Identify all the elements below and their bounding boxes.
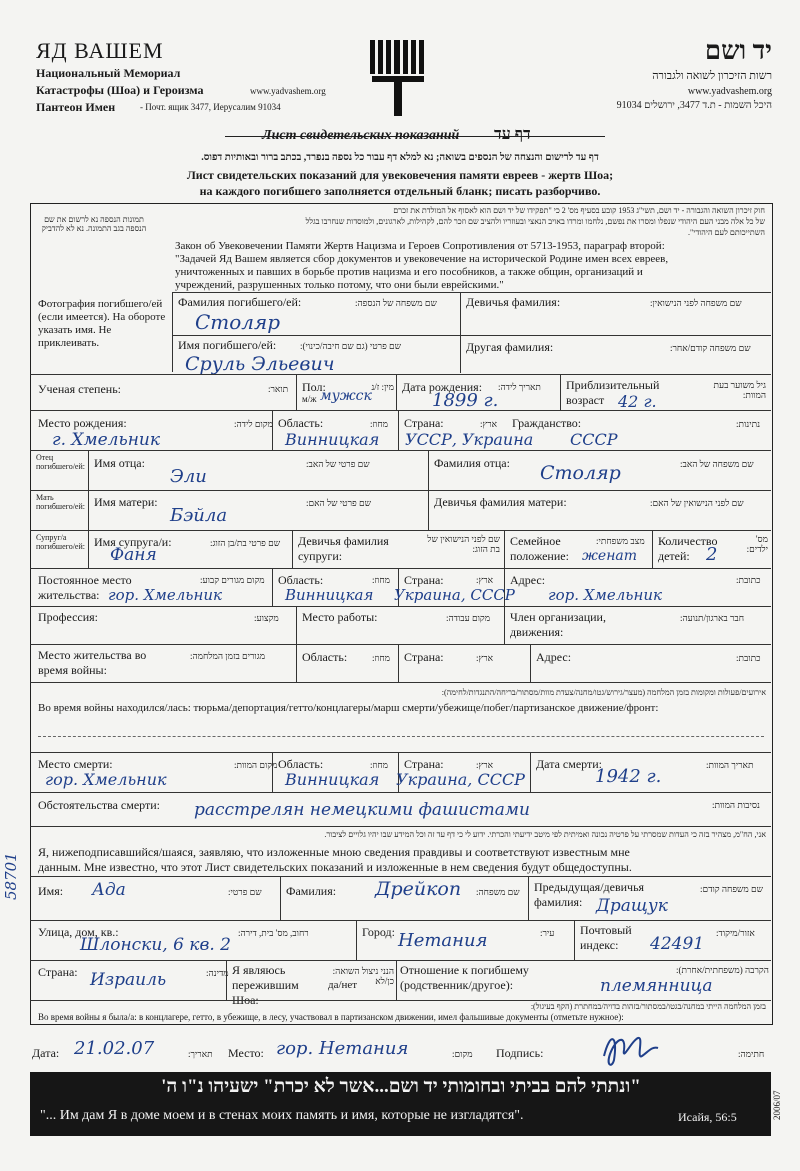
photo-instructions: Фотография погибшего/ей (если имеется). На обороте указать имя. Не приклеивать. [38, 298, 166, 349]
place-label: Место: [228, 1046, 264, 1060]
rule [30, 682, 771, 683]
res-address-label: Адрес: [510, 573, 546, 587]
header-he-address: היכל השמות - ת.ד 3477, ירושלים 91034 [616, 100, 772, 111]
spouse-name-value: Фаня [110, 545, 157, 565]
rule [30, 450, 771, 451]
mother-name-he: שם פרטי של האם: [306, 498, 371, 508]
maiden-he: שם משפחה לפני הנישואין: [650, 298, 742, 308]
sub-prev-surname-he: שם משפחה קודם: [700, 884, 763, 894]
rule [30, 606, 771, 607]
death-region-he: מחוז: [370, 760, 388, 770]
sub-prev-surname-value: Дращук [596, 896, 668, 916]
sub-city-value: Нетания [398, 930, 488, 951]
death-circ-he: נסיבות המוות: [712, 800, 760, 810]
citizenship-value: СССР [570, 430, 618, 449]
rule [428, 450, 429, 490]
birth-date-value: 1899 г. [432, 390, 499, 411]
mother-side-label: Мать погибшего/ей: [36, 493, 85, 511]
father-name-value: Эли [170, 466, 207, 487]
marital-he: מצב משפחתי: [596, 536, 645, 546]
age-value: 42 г. [618, 392, 657, 411]
age-label: Приблизительный возраст [566, 378, 660, 407]
header-ru-line3: Пантеон Имен [36, 100, 116, 114]
rule [88, 530, 89, 568]
death-country-he: ארץ: [476, 760, 494, 770]
sub-relation-he: הקרבה (משפחתית/אחרת): [676, 965, 769, 975]
rule [226, 960, 227, 1000]
law-ru-4: учреждений, разрушенных только потому, что они были еврейскими." [175, 279, 504, 291]
sub-survivor-options: да/нет [328, 979, 358, 991]
war-address-he: כתובת: [736, 653, 761, 663]
other-surname-label: Другая фамилия: [466, 340, 554, 354]
death-country-value: Украина, СССР [396, 770, 525, 789]
war-activity-label: Во время войны находился/лась: тюрьма/депортация/гетто/концлагеры/марш смерти/убежище/побег/партизанское движение/фронт: [38, 702, 659, 714]
yad-vashem-logo [366, 36, 430, 122]
spouse-maiden-he: שם לפני הנישואין של בת הזוג: [427, 534, 500, 554]
birth-place-value: г. Хмельник [52, 430, 161, 450]
law-ru-2: "Задачей Яд Вашем является сбор документов и увековечение на исторической Родине имен всех евреев, [175, 253, 669, 265]
side-year: 2006/07 [772, 1090, 782, 1120]
death-place-he: מקום המוות: [234, 760, 278, 770]
rule [30, 792, 771, 793]
res-region-label: Область: [278, 573, 324, 587]
marital-label: Семейное положение: [510, 534, 569, 563]
war-address-label: Адрес: [536, 650, 572, 664]
header-ru-website: www.yadvashem.org [250, 86, 326, 96]
mother-name-label: Имя матери: [94, 495, 158, 509]
sub-city-label: Город: [362, 925, 395, 939]
form-ru-instructions-2: на каждого погибшего заполняется отдельный бланк; писать разборчиво. [199, 184, 601, 198]
death-region-label: Область: [278, 757, 324, 771]
rule [88, 490, 89, 530]
war-residence-he: מגורים בזמן המלחמה: [190, 651, 266, 661]
war-region-label: Область: [302, 650, 348, 664]
rule [30, 1000, 771, 1001]
rule [296, 606, 297, 644]
rule [504, 530, 505, 568]
workplace-he: מקום עבודה: [446, 613, 491, 623]
sub-relation-label: Отношение к погибшему (родственник/другое): [400, 963, 529, 992]
birth-date-he: תאריך לידה: [498, 382, 541, 392]
rule [30, 826, 771, 827]
header-he-title: יד ושם [704, 36, 772, 65]
rule [38, 736, 764, 737]
verse-he: "ונתתי להם בביתי ובחומותי יד ושם...אשר לא יכרת" ישעיהו נ"ו ה' [161, 1076, 641, 1097]
degree-he: תואר: [268, 384, 289, 394]
residence-value: гор. Хмельник [108, 586, 222, 604]
rule [574, 920, 575, 960]
rule [652, 530, 653, 568]
citizenship-he: נתינות: [736, 419, 760, 429]
surname-he: שם משפחה של הנספה: [355, 298, 437, 308]
rule [30, 568, 771, 569]
sub-name-value: Ада [92, 880, 126, 900]
birth-country-he: ארץ: [480, 419, 498, 429]
father-name-he: שם פרטי של האב: [306, 459, 370, 469]
sex-he: מין: ז/נ [371, 382, 394, 392]
rule [528, 876, 529, 920]
rule [30, 752, 771, 753]
rule [172, 335, 771, 336]
surname-label: Фамилия погибшего/ей: [178, 295, 302, 309]
sub-country-value: Израиль [90, 970, 167, 990]
rule [428, 490, 429, 530]
children-label: Количество детей: [658, 534, 718, 563]
date-value: 21.02.07 [74, 1038, 155, 1059]
rule [292, 530, 293, 568]
place-value: гор. Нетания [276, 1038, 409, 1059]
form-title-rule [225, 136, 605, 137]
spouse-side-label: Супруг/а погибшего/ей: [36, 533, 85, 551]
rule [396, 960, 397, 1000]
children-he: מס' ילדים: [746, 534, 768, 554]
rule [30, 644, 771, 645]
war-activity-he: אירועים/פעולות ומקומות בזמן המלחמה (מעצר/גירוש/גטו/מחנה/צעדת מוות/מסתור/בריחה/התנגדות/לחימה): [441, 688, 766, 697]
death-region-value: Винницкая [285, 770, 380, 789]
birth-region-he: מחוז: [370, 419, 388, 429]
sub-war-he: בזמן המלחמה הייתי במחנה/בגטו/במסתור/בזהות בדויה/במחתרת (הקף בעיגול): [530, 1002, 766, 1011]
sub-country-he: מדינה: [206, 968, 229, 978]
maiden-label: Девичья фамилия: [466, 295, 561, 309]
rule [504, 568, 505, 606]
rule [504, 606, 505, 644]
header-he-line1: רשות הזיכרון לשואה ולגבורה [652, 70, 772, 82]
rule [172, 292, 771, 293]
law-he-1: חוק זיכרון השואה והגבורה - יד ושם, תשי"ג 1953 קובע בסעיף מס' 2 כי "תפקידו של יד ושם הוא לאסוף אל המולדת את זכרם [393, 206, 765, 215]
father-side-label: Отец погибшего/ей: [36, 453, 85, 471]
death-country-label: Страна: [404, 757, 444, 771]
signature-label: Подпись: [496, 1046, 544, 1060]
death-date-he: תאריך המוות: [706, 760, 754, 770]
org-member-label: Член организации, движения: [510, 610, 606, 639]
res-country-label: Страна: [404, 573, 444, 587]
header-ru-address: - Почт. ящик 3477, Иерусалим 91034 [140, 102, 281, 112]
name-he: שם פרטי (גם שם חיבה/כינוי): [300, 341, 402, 351]
death-circ-label: Обстоятельства смерти: [38, 798, 160, 812]
rule [460, 292, 461, 335]
birth-date-label: Дата рождения: [402, 380, 483, 394]
sub-city-he: עיר: [540, 928, 555, 938]
org-member-he: חבר בארגון/תנועה: [680, 613, 745, 623]
rule [460, 335, 461, 373]
declaration-ru-2: данным. Мне известно, что этот Лист свидетельских показаний и изложенные в нем сведения будут общедоступны. [38, 860, 632, 874]
date-he: תאריך: [188, 1049, 213, 1059]
rule [88, 450, 89, 490]
war-country-he: ארץ: [476, 653, 494, 663]
rule [398, 410, 399, 450]
law-ru-3: уничтоженных и павших в борьбе против нацизма и его пособников, а также общин, организаций и [175, 266, 643, 278]
res-country-he: ארץ: [476, 575, 494, 585]
father-surname-he: שם משפחה של האב: [680, 459, 754, 469]
citizenship-label: Гражданство: [512, 416, 582, 430]
father-surname-label: Фамилия отца: [434, 456, 510, 470]
sub-zip-he: אזור/מיקוד: [716, 928, 755, 938]
res-region-he: מחוז: [372, 575, 390, 585]
sub-name-he: שם פרטי: [228, 887, 262, 897]
death-date-value: 1942 г. [595, 766, 662, 787]
law-he-3: השתייכותם לעם היהודי". [688, 228, 765, 237]
rule [296, 644, 297, 682]
sub-surname-label: Фамилия: [286, 884, 337, 898]
sub-street-value: Шлонски, 6 кв. 2 [80, 935, 231, 955]
rule [272, 410, 273, 450]
birth-place-he: מקום לידה: [234, 419, 273, 429]
sub-war-ru: Во время войны я была/а: в концлагере, гетто, в убежище, в лесу, участвовал в партизанском движении, имел фальшивые документы (отметьте нужное): [38, 1012, 624, 1022]
death-place-value: гор. Хмельник [45, 770, 167, 789]
signature-he: חתימה: [738, 1049, 765, 1059]
side-handwritten-number: 58701 [2, 852, 20, 900]
war-country-label: Страна: [404, 650, 444, 664]
sub-country-label: Страна: [38, 965, 78, 979]
surname-value: Столяр [195, 310, 281, 334]
rule [272, 752, 273, 792]
marital-value: женат [582, 548, 638, 564]
res-address-he: כתובת: [736, 575, 761, 585]
mother-maiden-label: Девичья фамилия матери: [434, 495, 567, 509]
place-he: מקום: [452, 1049, 473, 1059]
rule [30, 920, 771, 921]
sub-street-label: Улица, дом, кв.: [38, 925, 119, 939]
mother-name-value: Бэйла [170, 505, 228, 526]
sub-zip-value: 42491 [650, 934, 705, 954]
rule [30, 490, 771, 491]
sub-surname-value: Дрейкоп [375, 878, 462, 900]
law-he-side: תמונות הנספה נא לרשום את שם הנספה בגב התמונה. נא לא להדביק [41, 215, 147, 233]
rule [280, 876, 281, 920]
rule [296, 374, 297, 410]
mother-maiden-he: שם לפני הנישואין של האם: [650, 498, 744, 508]
war-region-he: מחוז: [372, 653, 390, 663]
signature-scribble [596, 1026, 666, 1077]
res-address-value: гор. Хмельник [548, 586, 662, 604]
rule [30, 960, 771, 961]
workplace-label: Место работы: [302, 610, 378, 624]
rule [356, 920, 357, 960]
verse-ru: "... Им дам Я в доме моем и в стенах моих память и имя, которые не изгладятся". [40, 1108, 524, 1123]
rule [560, 374, 561, 410]
war-residence-label: Место жительства во время войны: [38, 648, 147, 677]
birth-country-label: Страна: [404, 416, 444, 430]
death-date-label: Дата смерти: [536, 757, 603, 771]
sex-label: Пол: [302, 380, 326, 394]
rule [30, 410, 771, 411]
birth-region-value: Винницкая [285, 430, 380, 449]
sex-sub: м/ж [302, 394, 317, 404]
sub-zip-label: Почтовый индекс: [580, 923, 632, 952]
form-he-instructions: דף עד לרישום והנצחה של הנספים בשואה; נא למלא דף עבור כל נספה בנפרד, בכתב ברור ובאותיות דפוס. [201, 152, 599, 163]
age-he: גיל משוער בעת המוות: [713, 380, 766, 400]
header-ru-title: ЯД ВАШЕМ [36, 38, 164, 63]
sex-value: мужск [320, 388, 372, 404]
header-ru-line2: Катастрофы (Шоа) и Героизма [36, 83, 204, 97]
rule [272, 568, 273, 606]
other-surname-he: שם משפחה קודם/אחר: [670, 343, 751, 353]
spouse-name-label: Имя супруга/и: [94, 535, 172, 549]
sub-relation-value: племянница [600, 976, 713, 996]
spouse-name-he: שם פרטי בת/בן הזוג: [210, 538, 281, 548]
children-value: 2 [706, 544, 718, 565]
date-label: Дата: [32, 1046, 60, 1060]
birth-region-label: Область: [278, 416, 324, 430]
rule [30, 530, 771, 531]
sub-survivor-label: Я являюсь пережившим Шоа: [232, 963, 299, 1007]
rule [396, 374, 397, 410]
sub-survivor-he: הנני ניצול השואה: כן/לא [332, 966, 394, 986]
rule [530, 644, 531, 682]
death-circ-value: расстрелян немецкими фашистами [194, 800, 530, 820]
form-ru-instructions-1: Лист свидетельских показаний для увековечения памяти евреев - жертв Шоа; [186, 168, 614, 182]
residence-label: Постоянное место жительства: [38, 573, 132, 602]
rule [398, 644, 399, 682]
declaration-ru-1: Я, нижеподписавшийся/шаяся, заявляю, что изложенные мною сведения правдивы и соответствуют известным мне [38, 845, 630, 859]
photo-divider [172, 292, 173, 372]
profession-label: Профессия: [38, 610, 98, 624]
res-region-value: Винницкая [285, 586, 374, 604]
header-he-website: www.yadvashem.org [687, 86, 772, 97]
rule [530, 752, 531, 792]
law-he-2: של כל אלה מבני העם היהודי שנפלו ומסרו את נפשם, נלחמו ומרדו באויב הנאצי ובעוזריו ולהציב שם וזכר להם, לקהילות, לארגונים, ולמוסדות שנחרבו בגלל [305, 217, 765, 226]
verse-ref: Исайя, 56:5 [678, 1110, 737, 1124]
father-surname-value: Столяр [540, 462, 621, 484]
birth-place-label: Место рождения: [38, 416, 127, 430]
declaration-he: אני, הח"מ, מצהיר בזה כי העדות שמסרתי על פרטיה נכונה ואמיתית לפי מיטב ידיעתי והכרתי. ידוע לי כי דף עד זה וכל המידע שבו יהיו גלויים לציבור. [324, 830, 766, 839]
spouse-maiden-label: Девичья фамилия супруги: [298, 534, 389, 563]
sub-street-he: רחוב, מס' בית, דירה: [238, 928, 309, 938]
header-ru-line1: Национальный Мемориал [36, 66, 181, 80]
sub-prev-surname-label: Предыдущая/девичья фамилия: [534, 880, 645, 909]
name-value: Сруль Эльевич [185, 353, 335, 375]
residence-he: מקום מגורים קבוע: [200, 575, 265, 585]
res-country-value: Украина, СССР [394, 586, 515, 604]
profession-he: מקצוע: [254, 613, 279, 623]
form-title-ru: Лист свидетельских показаний [262, 128, 460, 143]
sub-name-label: Имя: [38, 884, 64, 898]
rule [30, 876, 771, 877]
death-place-label: Место смерти: [38, 757, 113, 771]
form-title-he: דף עד [494, 126, 531, 143]
rule [30, 374, 771, 375]
sub-surname-he: שם משפחה: [476, 887, 520, 897]
degree-label: Ученая степень: [38, 382, 121, 396]
name-label: Имя погибшего/ей: [178, 338, 277, 352]
birth-country-value: УССР, Украина [405, 430, 534, 449]
law-ru-1: Закон об Увековечении Памяти Жертв Нацизма и Героев Сопротивления от 5713-1953, параграф второй: [175, 240, 665, 252]
father-name-label: Имя отца: [94, 456, 145, 470]
